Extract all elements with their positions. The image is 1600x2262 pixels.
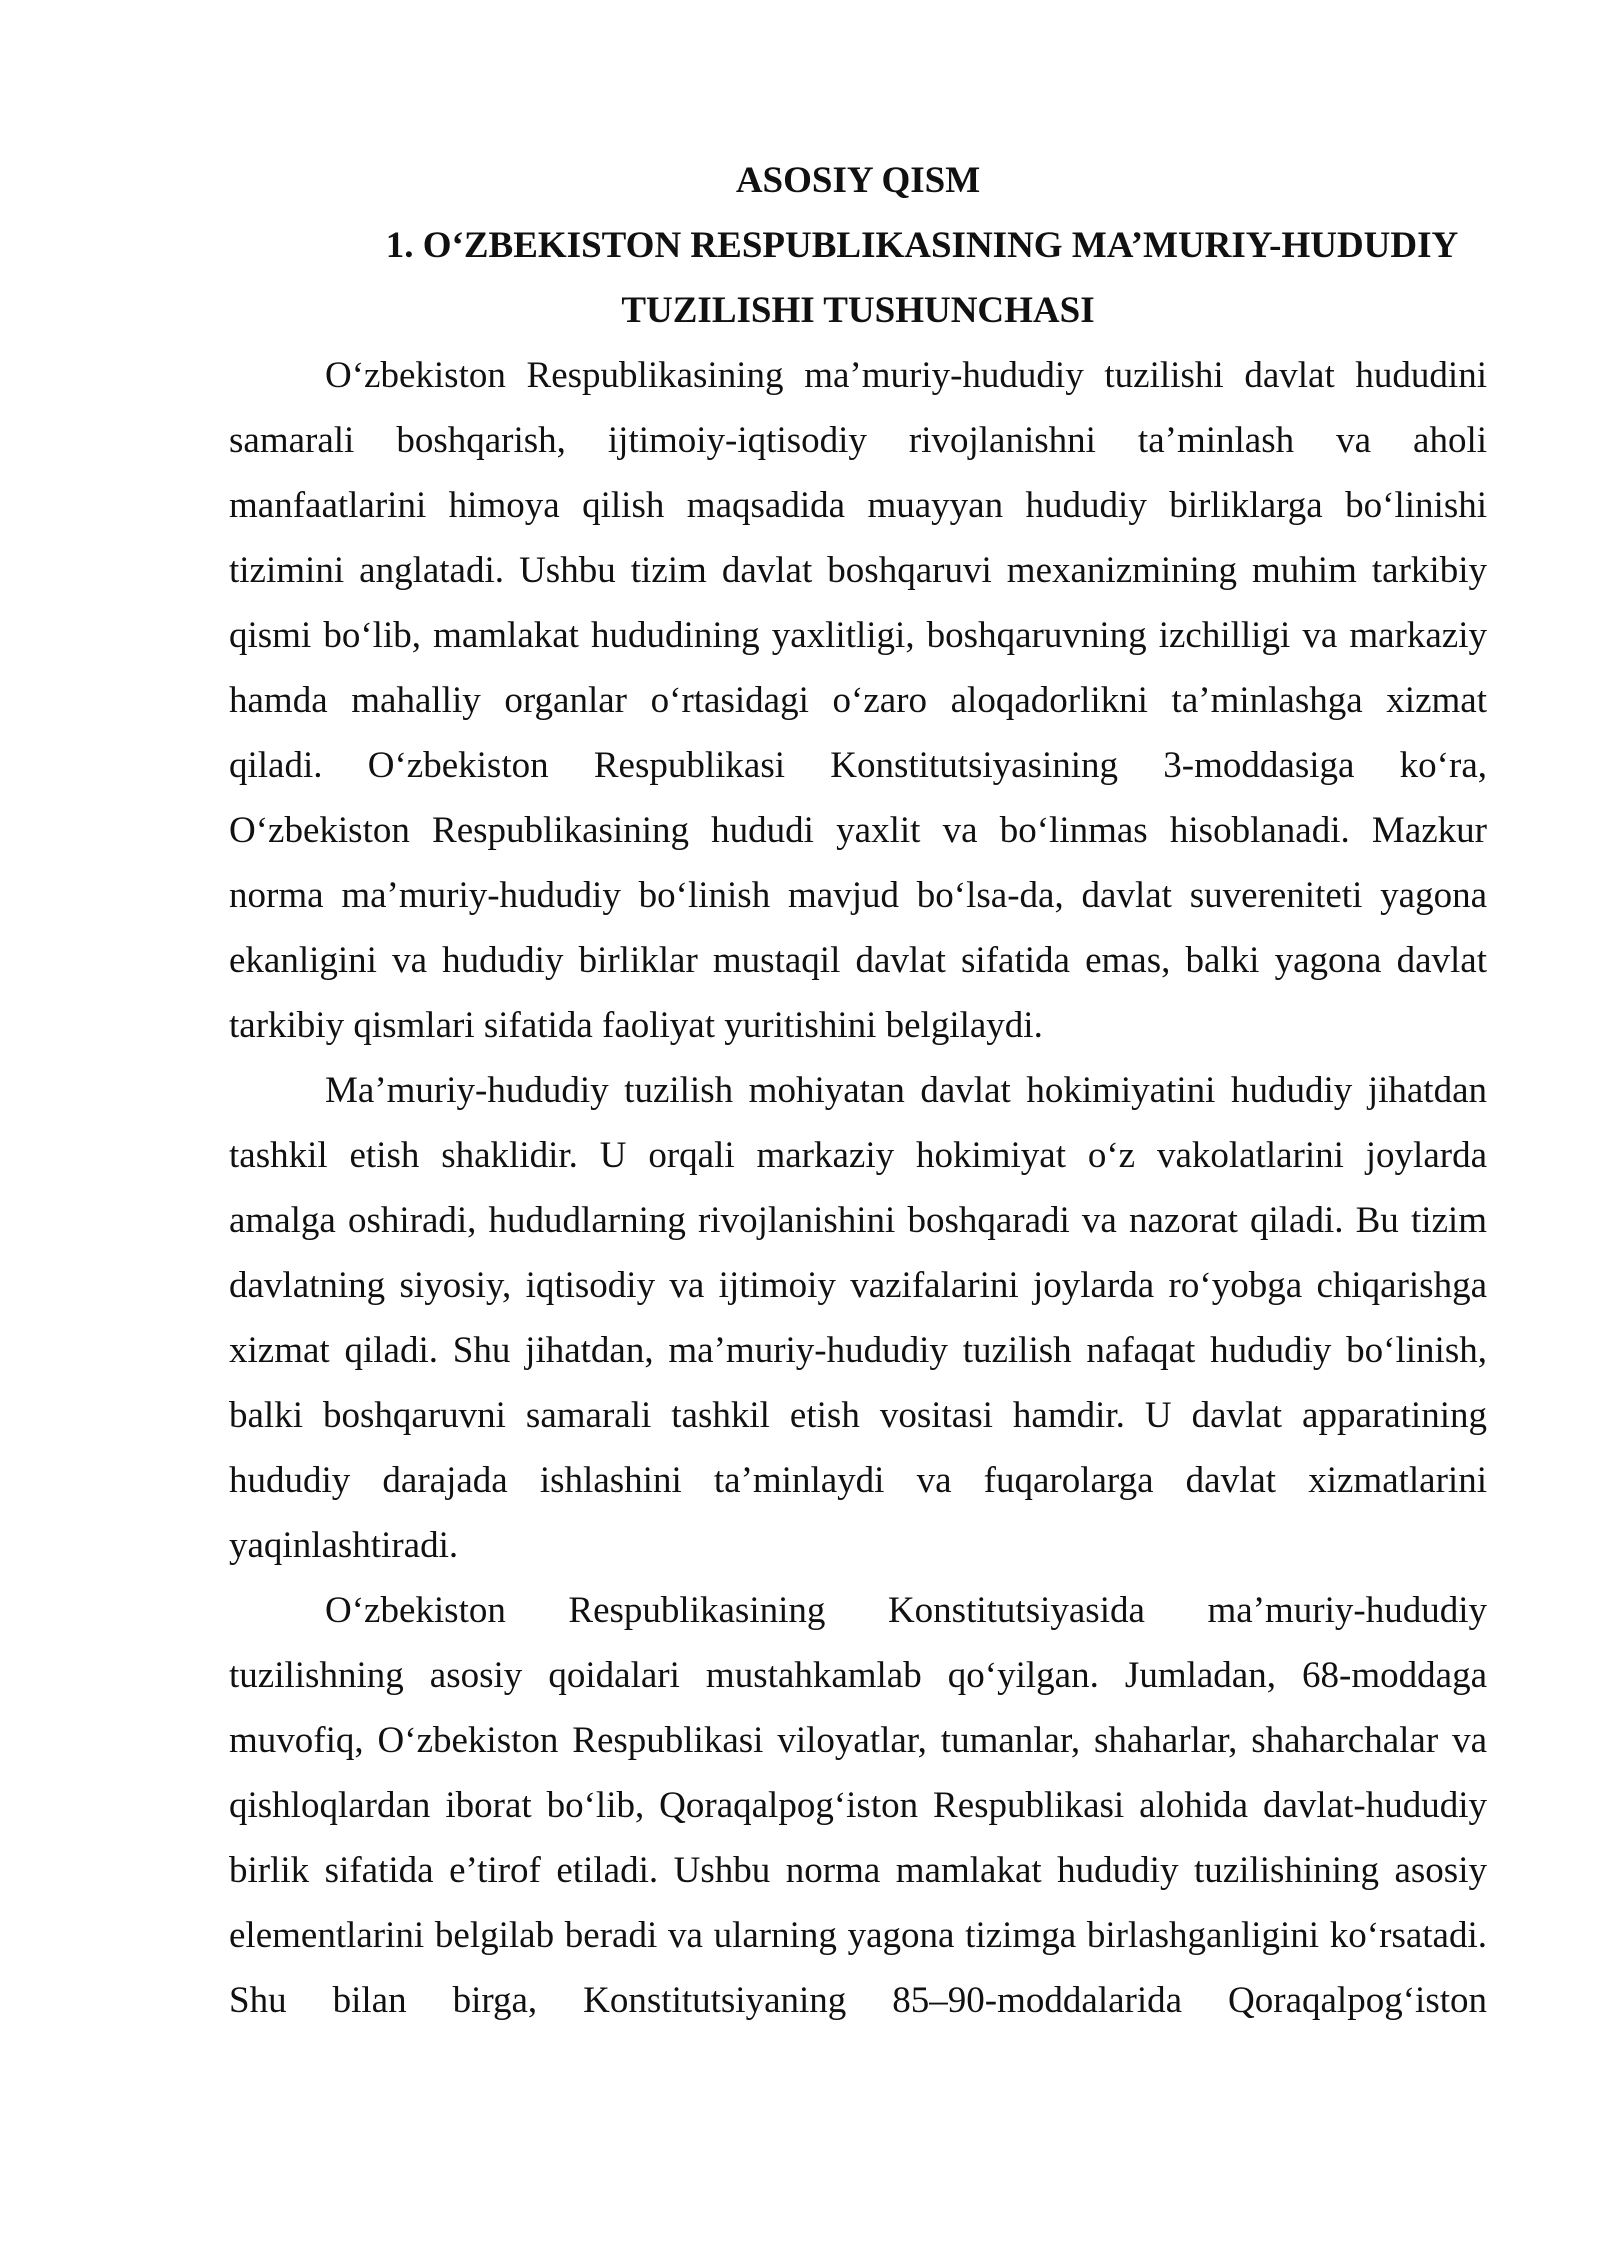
section-title-line-1: 1. O‘ZBEKISTON RESPUBLIKASINING MA’MURIY-HUDUDIY [385, 225, 1459, 266]
paragraph: Ma’muriy-hududiy tuzilish mohiyatan davlat hokimiyatini hududiy jihatdan tashkil etish shaklidir. U orqali markaziy hokimiyat o‘z vakolatlarini joylarda amalga oshiradi, hududlarning rivojlanishini boshqaradi va nazorat qiladi. Bu tizim davlatning siyosiy, iqtisodiy va ijtimoiy vazifalarini joylarda ro‘yobga chiqarishga xizmat qiladi. Shu jihatdan, ma’muriy-hududiy tuzilish nafaqat hududiy bo‘linish, balki boshqaruvni samarali tashkil etish vositasi hamdir. U davlat apparatining hududiy darajada ishlashini ta’minlaydi va fuqarolarga davlat xizmatlarini yaqinlashtiradi. [229, 1070, 1487, 1566]
paragraph: O‘zbekiston Respublikasining ma’muriy-hududiy tuzilishi davlat hududini samarali boshqarish, ijtimoiy-iqtisodiy rivojlanishni ta’minlash va aholi manfaatlarini himoya qilish maqsadida muayyan hududiy birliklarga bo‘linishi tizimini anglatadi. Ushbu tizim davlat boshqaruvi mexanizmining muhim tarkibiy qismi bo‘lib, mamlakat hududining yaxlitligi, boshqaruvning izchilligi va markaziy hamda mahalliy organlar o‘rtasidagi o‘zaro aloqadorlikni ta’minlashga xizmat qiladi. O‘zbekiston Respublikasi Konstitutsiyasining 3-moddasiga ko‘ra, O‘zbekiston Respublikasining hududi yaxlit va bo‘linmas hisoblanadi. Mazkur norma ma’muriy-hududiy bo‘linish mavjud bo‘lsa-da, davlat suvereniteti yagona ekanligini va hududiy birliklar mustaqil davlat sifatida emas, balki yagona davlat tarkibiy qismlari sifatida faoliyat yuritishini belgilaydi. [229, 355, 1487, 1046]
paragraph: O‘zbekiston Respublikasining Konstitutsiyasida ma’muriy-hududiy tuzilishning asosiy qoidalari mustahkamlab qo‘yilgan. Jumladan, 68-moddaga muvofiq, O‘zbekiston Respublikasi viloyatlar, tumanlar, shaharlar, shaharchalar va qishloqlardan iborat bo‘lib, Qoraqalpog‘iston Respublikasi alohida davlat-hududiy birlik sifatida e’tirof etiladi. Ushbu norma mamlakat hududiy tuzilishining asosiy elementlarini belgilab beradi va ularning yagona tizimga birlashganligini ko‘rsatadi. Shu bilan birga, Konstitutsiyaning 85–90-moddalarida Qoraqalpog‘iston [229, 1590, 1487, 2021]
document-body [229, 148, 1487, 2033]
section-title-line-2: TUZILISHI TUSHUNCHASI [621, 290, 1095, 331]
page-heading: ASOSIY QISM [735, 160, 981, 201]
